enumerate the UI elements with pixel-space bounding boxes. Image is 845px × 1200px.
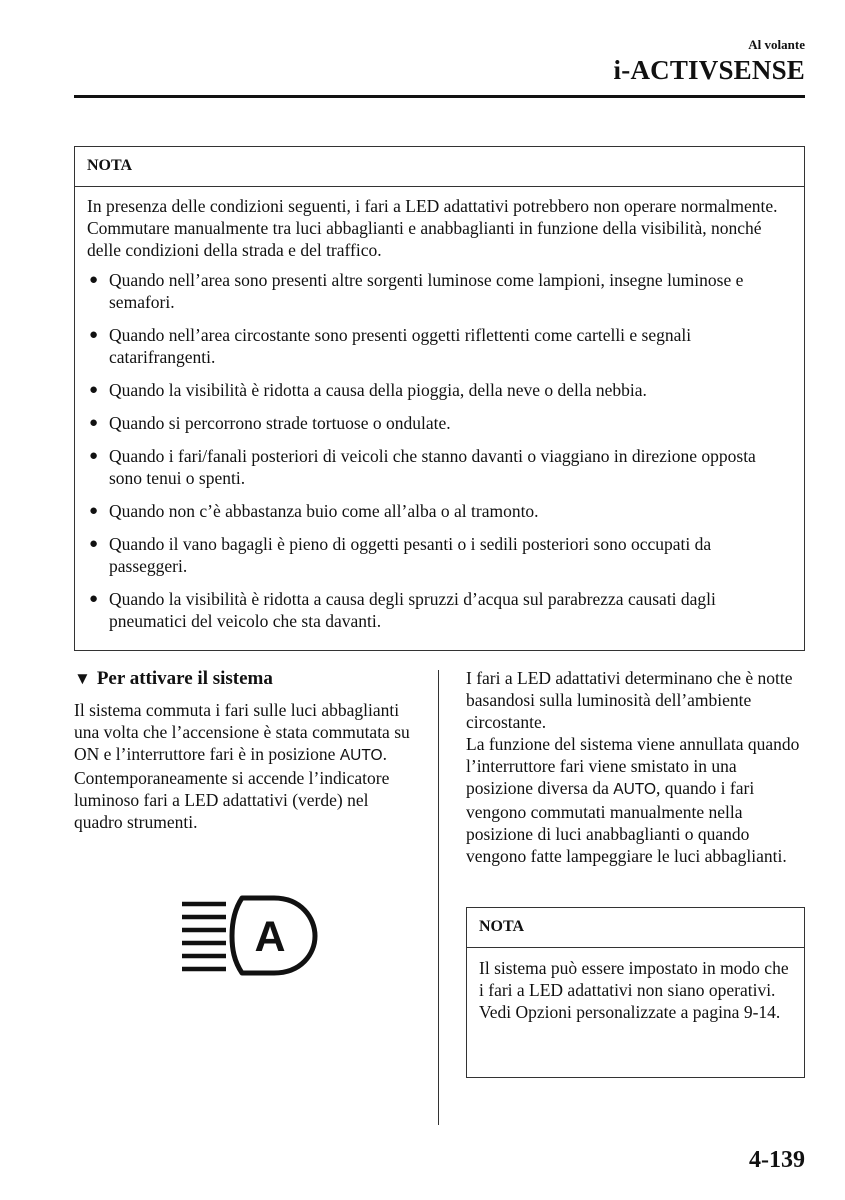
adaptive-led-headlight-indicator-icon — [180, 893, 320, 978]
nota-text-1: Il sistema può essere impostato in modo che i fari a LED adattativi non siano operativi. — [479, 958, 789, 1000]
activation-paragraph: Il sistema commuta i fari sulle luci abbaglianti una volta che l’accensione è stata commutata su ON e l’interruttore fari è in posizione AUTO. Contemporaneamente si accende l’indicatore luminoso fari a LED adattativi (verde) nel quadro strumenti. — [74, 700, 410, 832]
condition-list — [87, 269, 790, 632]
nota-box-top — [74, 146, 805, 651]
list-item: ● Quando si percorrono strade tortuose o ondulate. — [89, 413, 451, 433]
list-item: ● Quando nell’area circostante sono presenti oggetti riflettenti come cartelli e segnali catarifrangenti. — [89, 325, 692, 367]
list-item: ● Quando nell’area sono presenti altre sorgenti luminose come lampioni, insegne luminose e semafori. — [89, 270, 744, 312]
auto-label: AUTO — [339, 747, 383, 764]
nota-label: NOTA — [467, 908, 804, 948]
nota-box-bottom — [466, 907, 805, 1078]
bullet-icon: ● — [89, 272, 99, 288]
triangle-down-icon: ▼ — [74, 669, 91, 688]
header-rule — [74, 95, 805, 98]
list-item: ● Quando non c’è abbastanza buio come all’alba o al tramonto. — [89, 501, 539, 521]
page-number: 4-139 — [749, 1147, 805, 1173]
nota-label: NOTA — [75, 147, 804, 187]
bullet-icon: ● — [89, 503, 99, 519]
auto-label: AUTO — [613, 781, 657, 798]
right-column — [466, 667, 806, 867]
nota-body — [467, 948, 804, 1023]
bullet-icon: ● — [89, 591, 99, 607]
cancellation-paragraph: La funzione del sistema viene annullata quando l’interruttore fari viene smistato in una posizione diversa da AUTO, quando i fari vengono commutati manualmente nella posizione di luci anabbaglianti o quando vengono fatte lampeggiare le luci abbaglianti. — [466, 734, 800, 866]
bullet-icon: ● — [89, 448, 99, 464]
list-item: ● Quando i fari/fanali posteriori di veicoli che stanno davanti o viaggiano in direzione opposta sono tenui o spenti. — [89, 446, 756, 488]
list-item: ● Quando la visibilità è ridotta a causa della pioggia, della neve o della nebbia. — [89, 380, 647, 400]
nota-body — [75, 187, 804, 632]
list-item: ● Quando la visibilità è ridotta a causa degli spruzzi d’acqua sul parabrezza causati dagli pneumatici del veicolo che sta davanti. — [89, 589, 716, 631]
column-divider — [438, 670, 439, 1125]
page-title: i-ACTIVSENSE — [613, 55, 805, 85]
nota-text-2: Vedi Opzioni personalizzate a pagina 9-14. — [479, 1002, 781, 1022]
indicator-letter: A — [254, 913, 286, 961]
header-section-label: Al volante — [748, 37, 805, 52]
left-column — [74, 668, 419, 833]
night-detection-paragraph: I fari a LED adattativi determinano che è notte basandosi sulla luminosità dell’ambiente circostante. — [466, 668, 793, 732]
nota-intro: In presenza delle condizioni seguenti, i fari a LED adattativi potrebbero non operare normalmente. Commutare manualmente tra luci abbaglianti e anabbaglianti in funzione della visibilità, nonché delle condizioni della strada e del traffico. — [87, 196, 778, 260]
bullet-icon: ● — [89, 415, 99, 431]
bullet-icon: ● — [89, 382, 99, 398]
bullet-icon: ● — [89, 327, 99, 343]
list-item: ● Quando il vano bagagli è pieno di oggetti pesanti o i sedili posteriori sono occupati da passeggeri. — [89, 534, 712, 576]
section-heading: ▼ Per attivare il sistema — [74, 668, 273, 689]
bullet-icon: ● — [89, 536, 99, 552]
